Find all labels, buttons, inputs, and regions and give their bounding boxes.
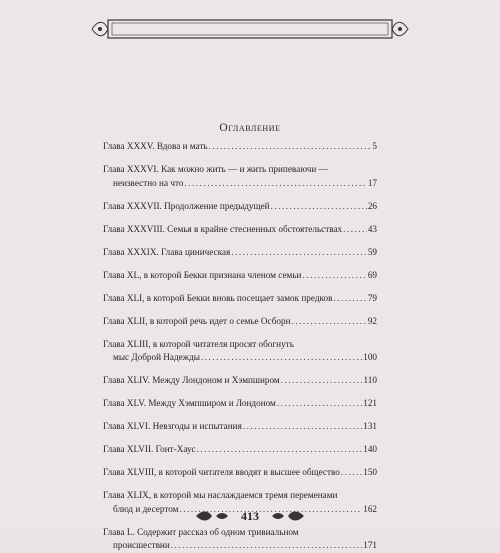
toc-entry-title: Глава XLII, в которой речь идет о семье Осборн	[103, 315, 291, 326]
toc-entry-title: мыс Доброй Надежды	[113, 352, 200, 362]
page-number: 413	[241, 509, 259, 523]
toc-entry	[103, 246, 377, 260]
toc-entry	[103, 315, 377, 329]
toc-entry-title: Глава XLVIII, в которой читателя вводят в высшее общество	[103, 467, 340, 477]
leader-dots	[277, 397, 362, 411]
leader-dots	[292, 315, 367, 329]
toc-entry-title: Глава XLIII, в которой читателя просят обогнуть	[103, 338, 294, 349]
toc-entry-page: 100	[363, 352, 377, 362]
toc-entry	[103, 200, 377, 214]
leader-dots	[209, 140, 372, 154]
leader-dots	[333, 292, 366, 306]
toc-entry-page: 140	[363, 444, 377, 454]
toc-entry-title: Глава XXXV. Вдова и мать	[103, 141, 208, 151]
toc-title: Оглавление	[219, 122, 281, 134]
toc-entry-page: 17	[367, 177, 377, 188]
leader-dots	[281, 374, 363, 388]
toc-entry-title: Глава XXXVIII. Семья в крайне стесненных обстоятельствах	[103, 223, 343, 234]
toc-entry	[103, 338, 377, 365]
toc-entry-page: 110	[363, 375, 377, 385]
toc-entry-page: 171	[363, 540, 377, 550]
toc-entry-page: 26	[367, 200, 377, 211]
leader-dots	[197, 443, 363, 457]
toc-entry	[103, 292, 377, 306]
toc-entry	[103, 140, 377, 154]
toc-entry	[103, 269, 377, 283]
toc-entry	[103, 374, 377, 388]
toc-entry-title: Глава XL, в которой Бекки признана членом семьи	[103, 269, 302, 280]
toc-list	[103, 140, 377, 553]
leader-dots	[341, 466, 362, 480]
toc-entry-title: Глава XXXVII. Продолжение предыдущей	[103, 200, 270, 211]
leader-dots	[243, 420, 362, 434]
toc-entry	[103, 466, 377, 480]
toc-entry	[103, 397, 377, 411]
toc-entry-page: 5	[372, 141, 377, 151]
leader-dots	[271, 200, 367, 214]
toc-entry-page: 131	[363, 421, 377, 431]
toc-entry	[103, 443, 377, 457]
leader-dots	[302, 269, 366, 283]
toc-entry-page: 79	[367, 292, 377, 303]
toc-entry-page: 92	[367, 315, 377, 326]
toc-entry-title: Глава XLVI. Невзгоды и испытания	[103, 421, 242, 431]
toc-entry-page: 69	[367, 269, 377, 280]
toc-entry-title: Глава XXXVI. Как можно жить — и жить припеваючи —	[103, 164, 328, 174]
toc-entry-title: Глава XLV. Между Хэмпширом и Лондоном	[103, 398, 276, 408]
toc-entry	[103, 526, 377, 553]
toc-entry-page: 150	[363, 467, 377, 477]
toc-entry-title: Глава XLIV. Между Лондоном и Хэмпширом	[103, 375, 280, 385]
toc-entry-title: Глава L. Содержит рассказ об одном тривиальном	[103, 526, 299, 537]
header-ornament	[90, 14, 410, 44]
toc-entry	[103, 223, 377, 237]
toc-entry-title: Глава XLI, в которой Бекки вновь посещает замок предков	[103, 292, 333, 303]
leader-dots	[184, 177, 366, 191]
leader-dots	[171, 539, 362, 553]
toc-entry-title: происшествии	[113, 540, 170, 550]
toc-entry-title: Глава XLIX, в которой мы наслаждаемся тремя переменами	[103, 490, 338, 500]
leader-dots	[231, 246, 367, 260]
toc-entry-page: 162	[363, 503, 377, 514]
toc-entry-page: 59	[367, 246, 377, 257]
toc-entry-page: 43	[367, 223, 377, 234]
leader-dots	[343, 223, 367, 237]
toc-entry-title: Глава XLVII. Гонт-Хаус	[103, 444, 196, 454]
toc-entry-page: 121	[363, 398, 377, 408]
toc-entry-title: неизвестно на что	[113, 177, 184, 188]
ornament-frame-icon	[90, 14, 410, 44]
toc-entry-title: Глава XXXIX. Глава циническая	[103, 246, 231, 257]
leader-dots	[201, 351, 362, 365]
toc-entry	[103, 163, 377, 190]
page-footer	[0, 506, 500, 526]
toc-entry	[103, 420, 377, 434]
toc-entry-title: блюд и десертом	[113, 503, 179, 514]
